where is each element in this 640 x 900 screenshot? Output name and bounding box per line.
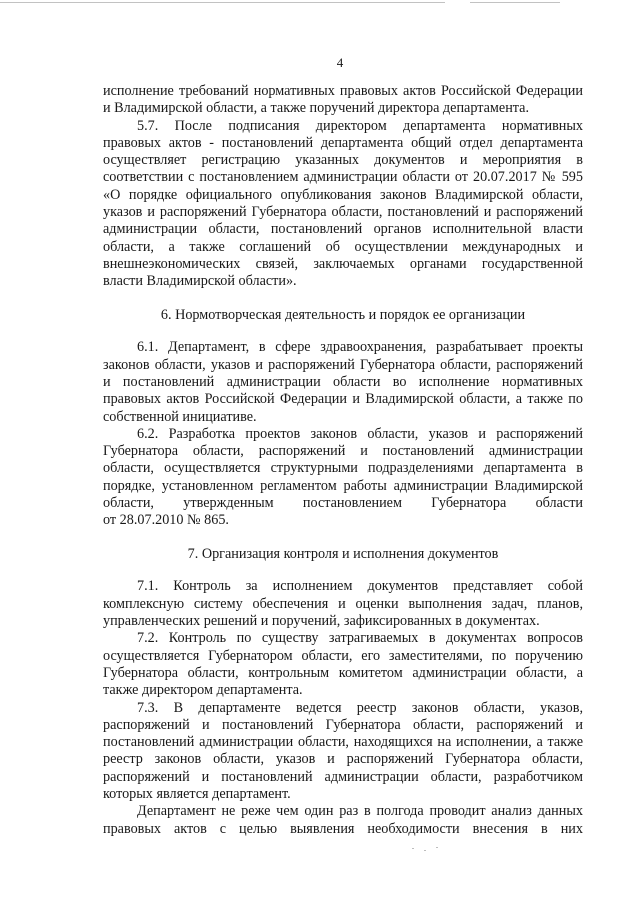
paragraph-line: Департамент не реже чем один раз в полгода проводит анализ данных	[137, 803, 583, 820]
paragraph-line: реестр законов области, указов и распоряжений Губернатора области,	[103, 751, 583, 768]
paragraph-line: соответствии с постановлением администрации области от 20.07.2017 № 595	[103, 169, 583, 186]
paragraph-line: законов области, указов и распоряжений Губернатора области, распоряжений	[103, 356, 583, 373]
paragraph-analysis	[103, 803, 583, 838]
paragraph-line: указов и распоряжений Губернатора области, постановлений и распоряжений	[103, 204, 583, 221]
paragraph-line: правовых актов с целью выявления необходимости внесения в них	[103, 820, 583, 837]
paragraph-line: Губернатора области, распоряжений и постановлений администрации	[103, 443, 583, 460]
paragraph-line: от 28.07.2010 № 865.	[103, 512, 229, 529]
paragraph-line: порядке, установленном регламентом работы администрации Владимирской	[103, 477, 583, 494]
paragraph-line: правовых актов Российской Федерации и Владимирской области, а также по	[103, 391, 583, 408]
paragraph-line: распоряжений и постановлений администрации области, разработчиком	[103, 768, 583, 785]
paragraph-continuation	[103, 83, 583, 118]
paragraph-line: Губернатора области, контрольным комитетом администрации области, а	[103, 664, 583, 681]
paragraph-line: управленческих решений и поручений, зафиксированных в документах.	[103, 613, 540, 630]
paragraph-line: 6.1. Департамент, в сфере здравоохранения, разрабатывает проекты	[137, 339, 583, 356]
paragraph-line: 5.7. После подписания директором департамента нормативных	[137, 117, 583, 134]
paragraph-line: и постановлений администрации области во исполнение нормативных	[103, 373, 583, 390]
paragraph-line: постановлений администрации области, находящихся на исполнении, а также	[103, 734, 583, 751]
paragraph-line: осуществляется Губернатором области, его заместителями, по поручению	[103, 647, 583, 664]
paragraph-line: области, утвержденным постановлением Губернатора области	[103, 495, 583, 512]
paragraph-6-2	[103, 426, 583, 530]
paragraph-5-7	[103, 118, 583, 291]
paragraph-line: власти Владимирской области».	[103, 273, 297, 290]
paragraph-line: 7.3. В департаменте ведется реестр законов области, указов,	[137, 699, 583, 716]
paragraph-line: 7.1. Контроль за исполнением документов представляет собой	[137, 578, 583, 595]
scan-speck	[412, 848, 414, 849]
paragraph-line: внешнеэкономических связей, заключаемых органами государственной	[103, 255, 583, 272]
scan-speck	[424, 850, 426, 851]
document-body	[103, 83, 583, 838]
paragraph-line: администрации области, постановлений органов исполнительной власти	[103, 221, 583, 238]
paragraph-line: области, а также соглашений об осуществлении международных и	[103, 238, 583, 255]
paragraph-line: правовых актов - постановлений департамента общий отдел департамента	[103, 134, 583, 151]
paragraph-line: распоряжений и постановлений Губернатора области, распоряжений и	[103, 716, 583, 733]
paragraph-7-2	[103, 630, 583, 699]
section-heading-7: 7. Организация контроля и исполнения документов	[187, 545, 499, 562]
paragraph-line: также директором департамента.	[103, 682, 303, 699]
paragraph-line: исполнение требований нормативных правовых актов Российской Федерации	[103, 83, 583, 99]
paragraph-line: собственной инициативе.	[103, 408, 257, 425]
scan-speck	[436, 847, 438, 848]
page-number: 4	[336, 55, 344, 70]
paragraph-7-1	[103, 578, 583, 630]
scan-edge-line	[470, 2, 560, 3]
paragraph-line: 6.2. Разработка проектов законов области, указов и распоряжений	[137, 425, 583, 442]
paragraph-line: которых является департамент.	[103, 785, 291, 802]
section-heading-6: 6. Нормотворческая деятельность и порядок ее организации	[160, 306, 526, 323]
paragraph-7-3	[103, 700, 583, 804]
paragraph-line: 7.2. Контроль по существу затрагиваемых в документах вопросов	[137, 630, 583, 647]
paragraph-line: «О порядке официального опубликования законов Владимирской области,	[103, 186, 583, 203]
paragraph-6-1	[103, 339, 583, 425]
scan-edge-line	[0, 2, 445, 3]
paragraph-line: области, осуществляется структурными подразделениями департамента в	[103, 460, 583, 477]
paragraph-line: комплексную систему обеспечения и оценки выполнения задач, планов,	[103, 595, 583, 612]
paragraph-line: и Владимирской области, а также поручений директора департамента.	[103, 100, 530, 117]
paragraph-line: осуществляет регистрацию указанных документов и мероприятия в	[103, 152, 583, 169]
